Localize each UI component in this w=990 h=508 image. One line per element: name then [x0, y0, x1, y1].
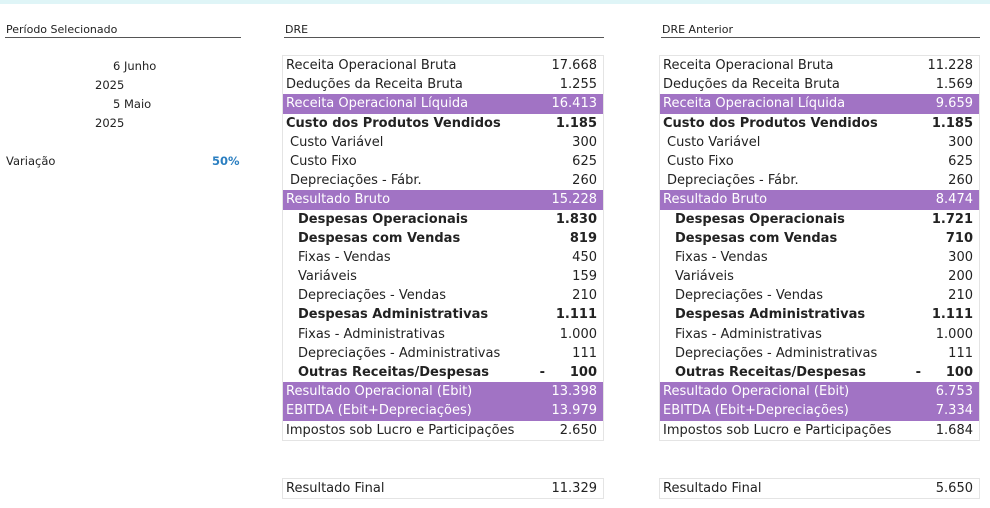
- row-value: 625: [948, 153, 973, 169]
- dre-header: DRE: [285, 23, 309, 36]
- row-label: Custo Fixo: [667, 153, 734, 169]
- table-row: [283, 305, 603, 324]
- row-label: Variáveis: [298, 269, 357, 285]
- row-value: 1.111: [931, 307, 973, 323]
- table-row: [660, 421, 979, 440]
- row-value: 710: [945, 230, 973, 246]
- row-label: Outras Receitas/Despesas: [298, 365, 489, 380]
- row-value: 210: [572, 288, 597, 304]
- row-value: 16.413: [551, 96, 597, 112]
- row-label: Resultado Bruto: [286, 192, 391, 208]
- dre-final-result: [282, 478, 604, 499]
- row-label: Custo Variável: [667, 134, 761, 150]
- row-label: Impostos sob Lucro e Participações: [286, 422, 515, 438]
- dre-header-underline: [284, 37, 604, 38]
- table-row: [660, 229, 979, 248]
- table-row: [283, 190, 603, 209]
- row-label: Receita Operacional Bruta: [286, 58, 457, 73]
- table-row: [660, 210, 979, 229]
- table-row: [283, 286, 603, 305]
- row-label: Custo dos Produtos Vendidos: [286, 115, 501, 131]
- row-value: 100: [945, 365, 973, 380]
- table-row: [660, 344, 979, 363]
- table-row: [660, 363, 979, 382]
- dre-anterior-final-result: [659, 478, 980, 499]
- row-value: 300: [948, 249, 973, 265]
- row-label: Depreciações - Administrativas: [675, 345, 878, 361]
- row-value: 1.830: [555, 211, 597, 227]
- compare-period-day-month[interactable]: 5 Maio: [113, 97, 152, 111]
- table-row: [283, 421, 603, 440]
- table-row: [283, 325, 603, 344]
- row-value: 300: [948, 134, 973, 150]
- table-row: [283, 401, 603, 420]
- period-header-underline: [5, 37, 241, 38]
- row-value: 159: [572, 269, 597, 285]
- row-value: 1.000: [559, 326, 597, 342]
- row-value: 1.255: [559, 77, 597, 93]
- table-row: [660, 114, 979, 133]
- selected-period-day-month[interactable]: 6 Junho: [113, 59, 157, 73]
- table-row: [660, 325, 979, 344]
- row-label: Depreciações - Vendas: [675, 288, 823, 304]
- row-value: 1.569: [935, 77, 973, 93]
- table-row: [283, 363, 603, 382]
- row-label: Depreciações - Fábr.: [290, 173, 422, 189]
- table-row: [283, 114, 603, 133]
- row-label: Custo Fixo: [290, 153, 357, 169]
- table-row: [660, 56, 979, 75]
- period-header: Período Selecionado: [6, 23, 118, 36]
- table-row: [660, 152, 979, 171]
- variation-value: 50%: [212, 154, 240, 168]
- row-value: 111: [572, 345, 597, 361]
- row-value: 450: [572, 249, 597, 265]
- row-label: Despesas com Vendas: [675, 230, 838, 246]
- row-value: 6.753: [935, 384, 973, 400]
- dre-table: [282, 55, 604, 441]
- row-value: 13.398: [551, 384, 597, 400]
- table-row: [660, 382, 979, 401]
- row-label: Receita Operacional Líquida: [286, 96, 469, 112]
- table-row: [283, 210, 603, 229]
- row-value: 8.474: [935, 192, 973, 208]
- table-row: [660, 248, 979, 267]
- table-row: [283, 94, 603, 113]
- row-label: Despesas Administrativas: [298, 307, 489, 323]
- row-value: 11.228: [927, 58, 973, 73]
- row-label: Fixas - Administrativas: [675, 326, 822, 342]
- row-label: Deduções da Receita Bruta: [286, 77, 463, 93]
- final-label: Resultado Final: [286, 481, 385, 496]
- row-label: Resultado Operacional (Ebit): [286, 384, 473, 400]
- row-value: 200: [948, 269, 973, 285]
- row-label: Resultado Bruto: [663, 192, 768, 208]
- row-value: 1.721: [931, 211, 973, 227]
- table-row: [283, 344, 603, 363]
- table-row: [660, 286, 979, 305]
- row-value: 7.334: [935, 403, 973, 419]
- variation-label: Variação: [6, 154, 56, 168]
- row-label: Depreciações - Administrativas: [298, 345, 501, 361]
- row-label: Custo Variável: [290, 134, 384, 150]
- row-label: Variáveis: [675, 269, 734, 285]
- table-row: [283, 56, 603, 75]
- row-label: Impostos sob Lucro e Participações: [663, 422, 892, 438]
- row-value: 625: [572, 153, 597, 169]
- final-value: 5.650: [935, 481, 973, 496]
- row-label: Despesas com Vendas: [298, 230, 461, 246]
- table-row: [660, 190, 979, 209]
- selected-period-year[interactable]: 2025: [95, 78, 125, 92]
- final-row: [283, 479, 603, 498]
- row-label: Custo dos Produtos Vendidos: [663, 115, 878, 131]
- dre-anterior-header: DRE Anterior: [662, 23, 733, 36]
- row-label: Outras Receitas/Despesas: [675, 365, 866, 380]
- row-label: Deduções da Receita Bruta: [663, 77, 840, 93]
- final-value: 11.329: [551, 481, 597, 496]
- row-label: EBITDA (Ebit+Depreciações): [663, 403, 849, 419]
- row-value: 100: [569, 365, 597, 380]
- row-sign: -: [539, 365, 545, 380]
- row-value: 9.659: [935, 96, 973, 112]
- table-row: [283, 152, 603, 171]
- final-label: Resultado Final: [663, 481, 762, 496]
- dre-anterior-header-underline: [661, 37, 980, 38]
- table-row: [660, 305, 979, 324]
- row-label: Resultado Operacional (Ebit): [663, 384, 850, 400]
- row-value: 1.185: [931, 115, 973, 131]
- final-row: [660, 479, 979, 498]
- row-label: Depreciações - Vendas: [298, 288, 446, 304]
- table-row: [660, 133, 979, 152]
- row-value: 819: [569, 230, 597, 246]
- table-row: [660, 401, 979, 420]
- row-label: Fixas - Administrativas: [298, 326, 445, 342]
- compare-period-year[interactable]: 2025: [95, 116, 125, 130]
- table-row: [660, 171, 979, 190]
- row-value: 17.668: [551, 58, 597, 73]
- dre-anterior-table: [659, 55, 980, 441]
- table-row: [283, 75, 603, 94]
- row-value: 15.228: [551, 192, 597, 208]
- table-row: [660, 75, 979, 94]
- row-value: 2.650: [559, 422, 597, 438]
- row-value: 1.684: [935, 422, 973, 438]
- row-value: 210: [948, 288, 973, 304]
- row-label: EBITDA (Ebit+Depreciações): [286, 403, 472, 419]
- row-value: 300: [572, 134, 597, 150]
- table-row: [283, 133, 603, 152]
- row-value: 1.111: [555, 307, 597, 323]
- row-value: 111: [948, 345, 973, 361]
- row-label: Depreciações - Fábr.: [667, 173, 799, 189]
- row-label: Fixas - Vendas: [675, 249, 768, 265]
- table-row: [660, 94, 979, 113]
- table-row: [283, 267, 603, 286]
- row-label: Receita Operacional Bruta: [663, 58, 834, 73]
- row-value: 260: [572, 173, 597, 189]
- row-label: Despesas Operacionais: [298, 211, 468, 227]
- row-value: 1.000: [935, 326, 973, 342]
- table-row: [283, 382, 603, 401]
- row-label: Receita Operacional Líquida: [663, 96, 846, 112]
- table-row: [283, 229, 603, 248]
- row-sign: -: [915, 365, 921, 380]
- row-value: 260: [948, 173, 973, 189]
- table-row: [283, 171, 603, 190]
- table-row: [660, 267, 979, 286]
- row-value: 1.185: [555, 115, 597, 131]
- row-label: Fixas - Vendas: [298, 249, 391, 265]
- row-value: 13.979: [551, 403, 597, 419]
- row-label: Despesas Administrativas: [675, 307, 866, 323]
- row-label: Despesas Operacionais: [675, 211, 845, 227]
- table-row: [283, 248, 603, 267]
- top-accent-bar: [0, 0, 990, 4]
